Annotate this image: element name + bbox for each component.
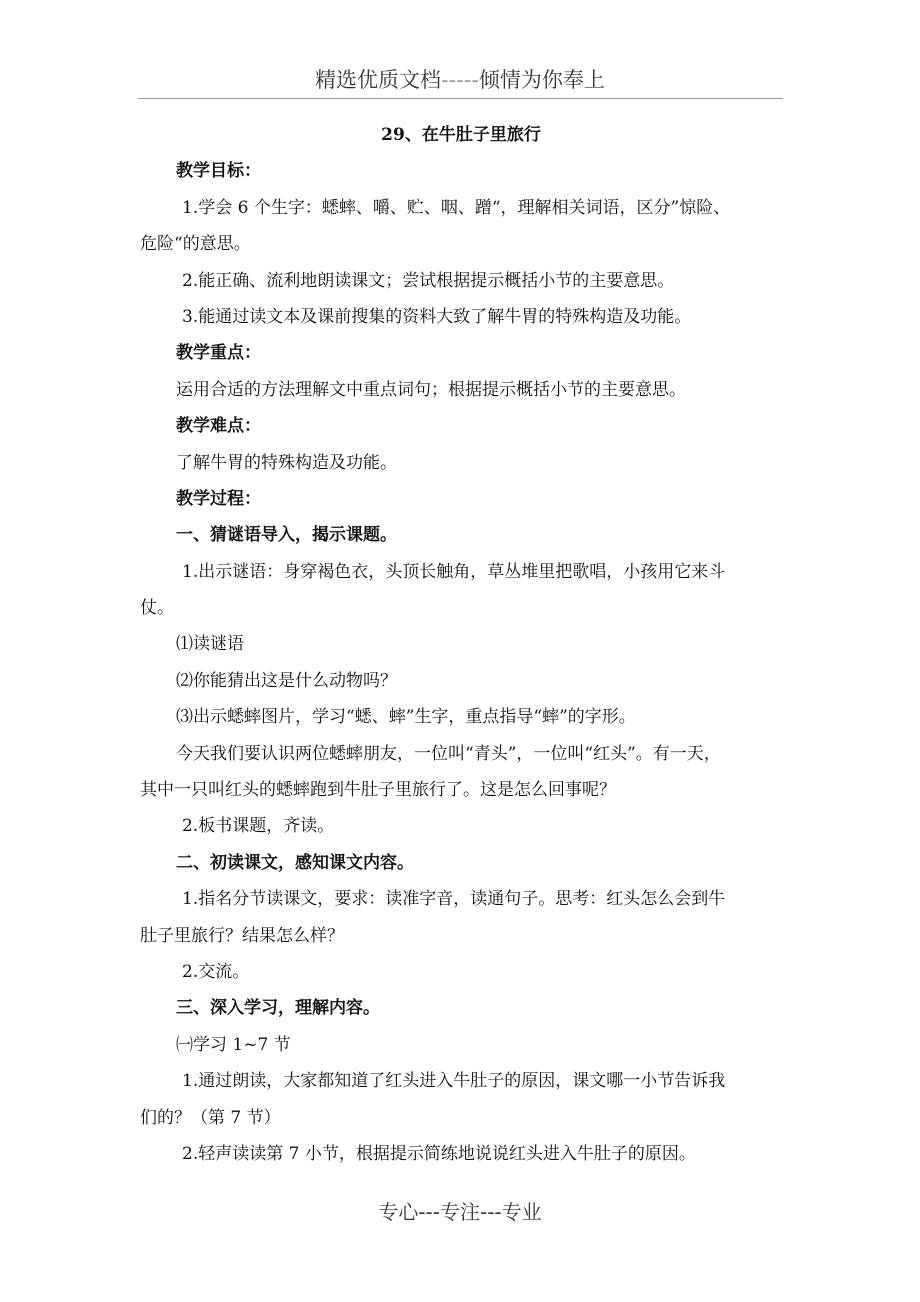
text-line: 危险“的意思。	[140, 234, 251, 255]
section-heading: 教学重点：	[176, 343, 261, 364]
text-line: ⑵你能猜出这是什么动物吗？	[176, 670, 397, 691]
text-line: 1.通过朗读，大家都知道了红头进入牛肚子的原因，课文哪一小节告诉我	[182, 1071, 726, 1092]
section-heading: 教学过程：	[176, 488, 261, 509]
text-line: 肚子里旅行？结果怎么样？	[140, 925, 344, 946]
text-line: 1.出示谜语：身穿褐色衣，头顶长触角，草丛堆里把歌唱，小孩用它来斗	[182, 561, 726, 582]
text-line: 了解牛胃的特殊构造及功能。	[176, 452, 397, 473]
page-header: 精选优质文档-----倾情为你奉上	[315, 68, 605, 92]
text-line: 2.交流。	[182, 961, 250, 982]
section-heading: 三、深入学习，理解内容。	[176, 998, 380, 1019]
document-body	[140, 117, 782, 1172]
text-line: ㈠学习 1~7 节	[176, 1034, 291, 1055]
text-line: ⑶出示蟋蟀图片，学习“蟋、蟀”生字，重点指导“蟀”的字形。	[176, 707, 636, 728]
section-heading: 教学难点：	[176, 416, 261, 437]
section-heading: 一、猜谜语导入，揭示课题。	[176, 525, 397, 546]
text-line: 运用合适的方法理解文中重点词句；根据提示概括小节的主要意思。	[176, 379, 686, 400]
text-line: 2.轻声读读第 7 小节，根据提示简练地说说红头进入牛肚子的原因。	[182, 1143, 696, 1164]
section-heading: 二、初读课文，感知课文内容。	[176, 852, 414, 873]
text-line: 2.板书课题，齐读。	[182, 816, 335, 837]
text-line: 3.能通过读文本及课前搜集的资料大致了解牛胃的特殊构造及功能。	[182, 306, 692, 327]
text-line: ⑴读谜语	[176, 634, 244, 655]
text-line: 仗。	[140, 598, 174, 619]
text-line: 2.能正确、流利地朗读课文；尝试根据提示概括小节的主要意思。	[182, 270, 675, 291]
text-line: 们的？（第 7 节）	[140, 1107, 281, 1128]
document-title: 29、在牛肚子里旅行	[381, 125, 541, 145]
text-line: 1.学会 6 个生字：蟋蟀、嚼、贮、咽、蹭“，理解相关词语，区分”惊险、	[182, 197, 731, 218]
document-lines	[140, 153, 782, 1172]
header-rule	[138, 98, 783, 99]
text-line: 其中一只叫红头的蟋蟀跑到牛肚子里旅行了。这是怎么回事呢？	[140, 780, 616, 801]
page-footer: 专心---专注---专业	[378, 1200, 542, 1224]
section-heading: 教学目标：	[176, 161, 261, 182]
text-line: 1.指名分节读课文，要求：读准字音，读通句子。思考：红头怎么会到牛	[182, 889, 726, 910]
text-line: 今天我们要认识两位蟋蟀朋友，一位叫“青头”，一位叫“红头”。有一天，	[176, 743, 721, 764]
